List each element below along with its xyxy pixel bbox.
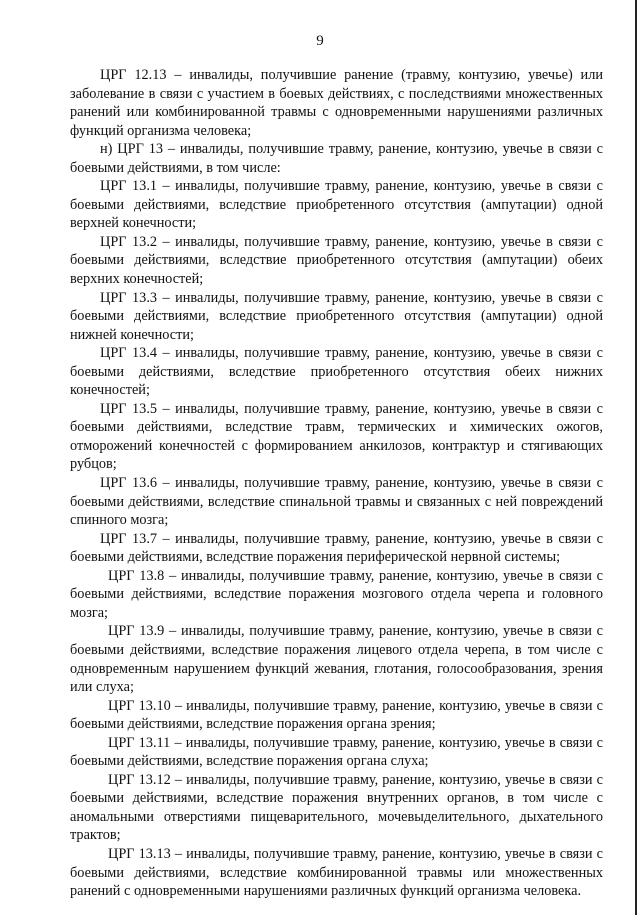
paragraph-crg-13-12: ЦРГ 13.12 – инвалиды, получившие травму, ранение, контузию, увечье в связи с боевыми действиями, вследствие поражения внутренних органов, в том числе с аномальными отверстиями пищеварительного, мочевыделительного, дыхательного трактов; xyxy=(70,771,603,844)
paragraph-crg-13-9: ЦРГ 13.9 – инвалиды, получившие травму, ранение, контузию, увечье в связи с боевыми действиями, вследствие поражения лицевого отдела черепа, в том числе с одновременным нарушением функций жевания, глотания, голосообразования, зрения или слуха; xyxy=(70,623,603,696)
scan-edge-line xyxy=(635,0,637,915)
document-body xyxy=(70,66,603,901)
paragraph-crg-13: н) ЦРГ 13 – инвалиды, получившие травму, ранение, контузию, увечье в связи с боевыми действиями, в том числе: xyxy=(70,141,603,176)
paragraph-crg-13-6: ЦРГ 13.6 – инвалиды, получившие травму, ранение, контузию, увечье в связи с боевыми действиями, вследствие спинальной травмы и связанных с ней повреждений спинного мозга; xyxy=(70,475,603,529)
page-number: 9 xyxy=(316,33,324,49)
paragraph-crg-13-8: ЦРГ 13.8 – инвалиды, получившие травму, ранение, контузию, увечье в связи с боевыми действиями, вследствие поражения мозгового отдела черепа и головного мозга; xyxy=(70,567,603,621)
paragraph-crg-13-3: ЦРГ 13.3 – инвалиды, получившие травму, ранение, контузию, увечье в связи с боевыми действиями, вследствие приобретенного отсутствия (ампутации) одной нижней конечности; xyxy=(70,289,603,343)
paragraph-crg-13-13: ЦРГ 13.13 – инвалиды, получившие травму, ранение, контузию, увечье в связи с боевыми действиями, вследствие комбинированной травмы или множественных ранений с одновременными нарушениями различных функций организма человека. xyxy=(70,845,603,900)
paragraph-crg-12-13: ЦРГ 12.13 – инвалиды, получившие ранение (травму, контузию, увечье) или заболевание в связи с участием в боевых действиях, с последствиями множественных ранений или комбинированной травмы с одновременными нарушениями различных функций организма человека; xyxy=(70,67,603,139)
paragraph-crg-13-5: ЦРГ 13.5 – инвалиды, получившие травму, ранение, контузию, увечье в связи с боевыми действиями, вследствие травм, термических и химических ожогов, отморожений конечностей с формированием анкилозов, контрактур и стягивающих рубцов; xyxy=(70,400,603,473)
paragraph-crg-13-10: ЦРГ 13.10 – инвалиды, получившие травму, ранение, контузию, увечье в связи с боевыми действиями, вследствие поражения органа зрения; xyxy=(70,697,603,733)
paragraph-crg-13-1: ЦРГ 13.1 – инвалиды, получившие травму, ранение, контузию, увечье в связи с боевыми действиями, вследствие приобретенного отсутствия (ампутации) одной верхней конечности; xyxy=(70,178,603,232)
paragraph-crg-13-2: ЦРГ 13.2 – инвалиды, получившие травму, ранение, контузию, увечье в связи с боевыми действиями, вследствие приобретенного отсутствия (ампутации) обеих верхних конечностей; xyxy=(70,233,603,288)
paragraph-crg-13-11: ЦРГ 13.11 – инвалиды, получившие травму, ранение, контузию, увечье в связи с боевыми действиями, вследствие поражения органа слуха; xyxy=(70,734,603,770)
paragraph-crg-13-7: ЦРГ 13.7 – инвалиды, получившие травму, ранение, контузию, увечье в связи с боевыми действиями, вследствие поражения периферической нервной системы; xyxy=(70,530,603,566)
paragraph-crg-13-4: ЦРГ 13.4 – инвалиды, получившие травму, ранение, контузию, увечье в связи с боевыми действиями, вследствие приобретенного отсутствия обеих нижних конечностей; xyxy=(70,345,603,399)
